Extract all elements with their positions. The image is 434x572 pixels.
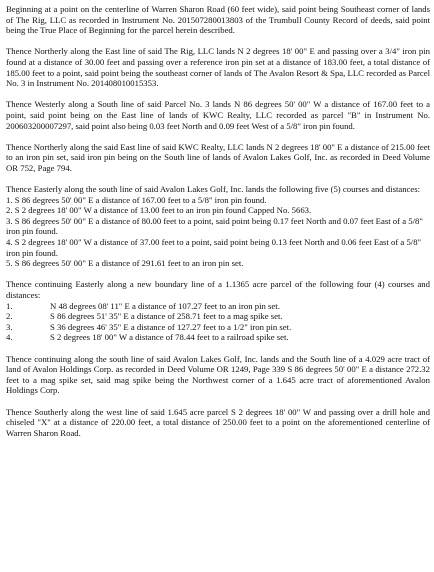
list-text: N 48 degrees 08' 11" E a distance of 107.27 feet to an iron pin set. — [50, 300, 280, 311]
course-paragraph-northerly-kwc: Thence Northerly along the said East line of said KWC Realty, LLC lands N 2 degrees 18' 00" E a distance of 215.00 feet to an iron pin set, said iron pin being on the South line of lands of Avalon Lakes Golf, Inc. as recorded in Deed Volume OR 752, Page 794. — [6, 141, 430, 173]
list-item — [6, 311, 430, 322]
course-paragraph-northerly-rig: Thence Northerly along the East line of said The Rig, LLC lands N 2 degrees 18' 00" E and passing over a 3/4" iron pin found at a distance of 30.00 feet and passing over a reference iron pin set at a distance of 183.00 feet, a total distance of 185.00 feet to a point, said point being the southeast corner of lands of The Avalon Resort & Spa, LLC recorded as Parcel No. 3 in Instrument No. 201408010015353. — [6, 46, 430, 89]
four-courses-section — [6, 279, 430, 343]
list-item: 2. S 2 degrees 18' 00" W a distance of 13.00 feet to an iron pin found Capped No. 5663. — [6, 205, 312, 216]
list-number: 4. — [6, 332, 13, 343]
course-paragraph-avalon-holdings: Thence continuing along the south line of said Avalon Lakes Golf, Inc. lands and the South line of a 4.029 acre tract of land of Avalon Holdings Corp. as recorded in Deed Volume OR 1249, Page 339 S 86 degrees 50' 00" E a distance 272.32 feet to a mag spike set, said mag spike being the Northwest corner of a 1.645 acre tract of aforementioned Avalon Holdings Corp. — [6, 353, 430, 396]
list-item — [6, 332, 430, 343]
list-item — [6, 301, 430, 312]
course-paragraph-westerly-parcel3: Thence Westerly along a South line of said Parcel No. 3 lands N 86 degrees 50' 00" W a distance of 167.00 feet to a point, said point being on the East line of lands of KWC Realty, LLC recorded as parcel "B" in Instrument No. 200603200007297, said point also being 0.03 feet North and 0.09 feet West of a 5/8" iron pin found. — [6, 99, 430, 131]
list-number: 2. — [6, 311, 13, 322]
list-item: 3. S 86 degrees 50' 00" E a distance of 80.00 feet to a point, said point being 0.17 feet North and 0.07 feet East of a 5/8" iron pin found. — [6, 215, 423, 237]
closing-paragraph: Thence Southerly along the west line of said 1.645 acre parcel S 2 degrees 18' 00" W and passing over a drill hole and chiseled "X" at a distance of 220.00 feet, a total distance of 250.00 feet to a point on the aforementioned centerline of Warren Sharon Road. — [6, 406, 430, 438]
list-item — [6, 322, 430, 333]
list-text: S 2 degrees 18' 00" W a distance of 78.44 feet to a railroad spike set. — [50, 332, 289, 343]
five-courses-list — [6, 195, 430, 269]
list-text: S 86 degrees 51' 35" E a distance of 258.71 feet to a mag spike set. — [50, 311, 283, 322]
beginning-paragraph: Beginning at a point on the centerline of Warren Sharon Road (60 feet wide), said point being Southeast corner of lands of The Rig, LLC as recorded in Instrument No. 201507280013803 of the Trumbull County Record of deeds, said point being the True Place of Beginning for the parcel herein described. — [6, 4, 430, 36]
list-item: 1. S 86 degrees 50' 00" E a distance of 167.00 feet to a 5/8" iron pin found. — [6, 194, 267, 205]
four-courses-intro: Thence continuing Easterly along a new boundary line of a 1.1365 acre parcel of the following four (4) courses and distances: — [6, 279, 430, 301]
list-number: 1. — [6, 300, 13, 311]
list-item: 5. S 86 degrees 50' 00" E a distance of 291.61 feet to an iron pin set. — [6, 258, 244, 269]
five-courses-intro: Thence Easterly along the south line of said Avalon Lakes Golf, Inc. lands the following five (5) courses and distances: — [6, 184, 421, 195]
five-courses-section — [6, 184, 430, 269]
list-item: 4. S 2 degrees 18' 00" W a distance of 37.00 feet to a point, said point being 0.13 feet North and 0.06 feet East of a 5/8" iron pin found. — [6, 237, 422, 258]
four-courses-list — [6, 301, 430, 343]
list-text: S 36 degrees 46' 35" E a distance of 127.27 feet to a 1/2" iron pin set. — [50, 321, 292, 332]
list-number: 3. — [6, 321, 13, 332]
